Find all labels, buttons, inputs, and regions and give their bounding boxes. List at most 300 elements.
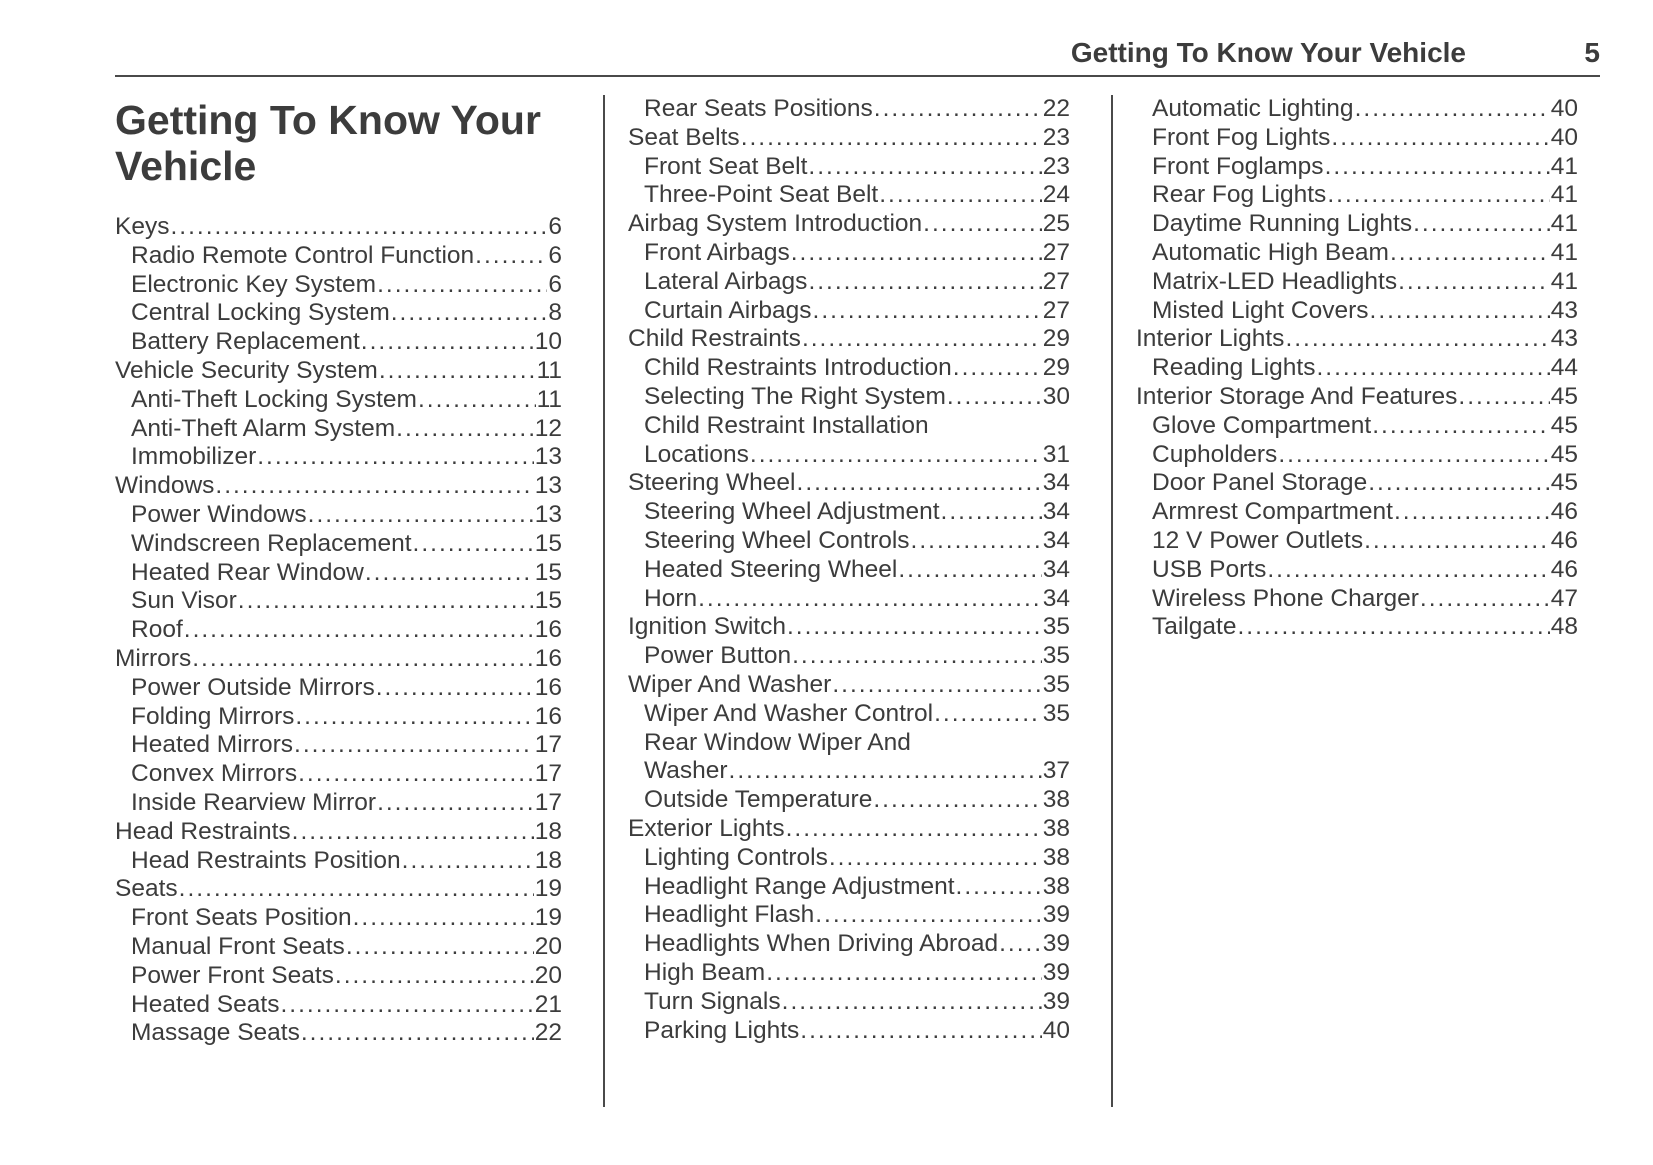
dot-leader [808,268,1041,297]
toc-entry [628,786,1070,815]
dot-leader [999,930,1042,959]
toc-page-number: 15 [534,558,562,586]
toc-entry [628,642,1070,671]
dot-leader [295,703,533,732]
dot-leader [1331,124,1549,153]
toc-page-number: 41 [1550,181,1578,209]
toc-entry [628,383,1070,412]
toc-entry [628,1017,1070,1046]
toc-entry-label: Misted Light Covers [1152,296,1369,324]
toc-entry [115,991,562,1020]
toc-page-number: 16 [534,673,562,701]
dot-leader [898,556,1041,585]
toc-page-number: 15 [534,587,562,615]
toc-page-number: 29 [1042,325,1070,353]
toc-entry [115,875,562,904]
toc-entry [115,357,562,386]
dot-leader [377,789,534,818]
dot-leader [786,815,1042,844]
toc-entry-label: Power Windows [131,500,307,528]
toc-entry-label: Child Restraints Introduction [644,354,952,382]
dot-leader [1355,95,1550,124]
toc-entry-label: Steering Wheel Controls [644,526,910,554]
toc-entry-label: Heated Steering Wheel [644,555,898,583]
toc-page-number: 45 [1550,440,1578,468]
toc-entry-label: Electronic Key System [131,270,377,298]
toc-entry [1136,153,1578,182]
toc-entry [115,904,562,933]
toc-entry-label: Turn Signals [644,987,781,1015]
toc-page-number: 41 [1550,238,1578,266]
toc-entry [628,527,1070,556]
toc-entry [628,354,1070,383]
dot-leader [953,354,1042,383]
dot-leader [215,472,533,501]
toc-page-number: 19 [534,904,562,932]
toc-page-number: 13 [534,500,562,528]
dot-leader [729,757,1042,786]
toc-page-number: 24 [1042,181,1070,209]
toc-entry [115,847,562,876]
toc-entry [628,844,1070,873]
dot-leader [376,674,534,703]
toc-entry-label: Exterior Lights [628,814,785,842]
dot-leader [1267,556,1549,585]
toc-page-number: 18 [534,817,562,845]
toc-entry [628,757,1070,786]
toc-entry-label: Horn [644,584,698,612]
toc-entry [1136,613,1578,642]
dot-leader [1398,268,1550,297]
toc-entry [628,901,1070,930]
toc-entry-label: Rear Seats Positions [644,95,873,122]
toc-entry [628,412,1070,441]
toc-entry [115,328,562,357]
toc-entry-label: Windows [115,472,215,500]
toc-entry [115,472,562,501]
toc-page-number: 39 [1042,930,1070,958]
dot-leader [782,988,1042,1017]
toc-page-number: 38 [1042,872,1070,900]
toc-entry [628,297,1070,326]
toc-entry-label: High Beam [644,958,766,986]
toc-entry-label: Heated Rear Window [131,558,364,586]
toc-entry-label: Tailgate [1152,613,1237,641]
toc-page-number: 34 [1042,526,1070,554]
toc-page-number: 8 [548,299,562,327]
toc-entry [628,239,1070,268]
toc-entry-label: Three-Point Seat Belt [644,181,879,209]
toc-page-number: 41 [1550,152,1578,180]
toc-entry-label: Lateral Airbags [644,267,808,295]
toc-page-number: 43 [1550,325,1578,353]
toc-page-number: 17 [534,788,562,816]
toc-entry-label: Rear Fog Lights [1152,181,1327,209]
toc-entry-label: Front Seats Position [131,904,352,932]
toc-page-number: 37 [1042,757,1070,785]
toc-page-number: 40 [1042,1016,1070,1044]
toc-entry [115,674,562,703]
toc-entry-label: Headlight Flash [644,901,815,929]
toc-entry [628,729,1070,758]
toc-page-number: 6 [548,241,562,269]
toc-entry-label: Automatic High Beam [1152,238,1389,266]
dot-leader [808,153,1041,182]
toc-entry-label: Wiper And Washer [628,670,832,698]
toc-page-number: 35 [1042,613,1070,641]
toc-page-number: 12 [534,414,562,442]
toc-entry [1136,585,1578,614]
dot-leader [956,873,1042,902]
dot-leader [874,95,1042,124]
toc-page-number: 34 [1042,469,1070,497]
dot-leader [1237,613,1549,642]
dot-leader [791,239,1042,268]
toc-page-number: 38 [1042,786,1070,814]
toc-entry [1136,527,1578,556]
toc-entry-label: Parking Lights [644,1016,800,1044]
toc-entry [115,443,562,472]
dot-leader [377,271,547,300]
toc-page-number: 35 [1042,642,1070,670]
toc-entry [115,731,562,760]
dot-leader [923,210,1042,239]
toc-entry-label: Ignition Switch [628,613,786,641]
toc-page-number: 11 [536,356,562,384]
toc-column-2 [603,95,1070,1107]
toc-page-number: 41 [1550,267,1578,295]
toc-entry [628,959,1070,988]
dot-leader [238,587,534,616]
toc-page-number: 38 [1042,843,1070,871]
toc-entry [628,498,1070,527]
toc-entry-label: Windscreen Replacement [131,529,412,557]
dot-leader [1458,383,1549,412]
dot-leader [1394,498,1550,527]
toc-entry [628,988,1070,1017]
toc-entry-label: Power Button [644,642,792,670]
toc-page-number: 45 [1550,382,1578,410]
toc-entry-label: Airbag System Introduction [628,210,923,238]
toc-page-number: 30 [1042,382,1070,410]
toc-page-number: 44 [1550,354,1578,382]
dot-leader [298,760,534,789]
dot-leader [413,530,534,559]
toc-entry-label: Head Restraints [115,817,291,845]
toc-entry-label: Locations [644,440,749,468]
toc-entry [1136,325,1578,354]
toc-entry-label: Power Outside Mirrors [131,673,375,701]
toc-entry-label: Inside Rearview Mirror [131,788,377,816]
toc-entry-label: Head Restraints Position [131,846,401,874]
dot-leader [873,786,1041,815]
toc-entry-label: Rear Window Wiper And [644,728,911,756]
toc-entry-label: Matrix-LED Headlights [1152,267,1398,295]
toc-entry [628,930,1070,959]
dot-leader [308,501,534,530]
dot-leader [1420,585,1550,614]
toc-entry [1136,297,1578,326]
toc-page-number: 43 [1550,296,1578,324]
toc-entry [1136,354,1578,383]
toc-entry-label: Reading Lights [1152,354,1316,382]
toc-entry [628,325,1070,354]
toc-column-1 [115,95,562,1107]
dot-leader [1413,210,1550,239]
toc-page-number: 47 [1550,584,1578,612]
toc-page-number: 20 [534,961,562,989]
toc-entry-label: Cupholders [1152,440,1278,468]
dot-leader [365,559,534,588]
toc-entry [115,962,562,991]
toc-entry-label: Vehicle Security System [115,356,378,384]
toc-entry [628,469,1070,498]
toc-column-3 [1111,95,1578,1107]
toc-entry [628,153,1070,182]
dot-leader [335,962,534,991]
toc-page-number: 48 [1550,613,1578,641]
toc-entry [1136,469,1578,498]
toc-entry-label: Convex Mirrors [131,760,298,788]
toc-page-number: 45 [1550,469,1578,497]
toc-entry [1136,383,1578,412]
dot-leader [475,242,547,271]
toc-page-number: 40 [1550,95,1578,122]
toc-entry [115,760,562,789]
toc-page-number: 19 [534,875,562,903]
toc-entry-label: Glove Compartment [1152,411,1372,439]
dot-leader [941,498,1042,527]
toc-entry [1136,124,1578,153]
toc-page-number: 39 [1042,987,1070,1015]
toc-entry-label: Interior Lights [1136,325,1285,353]
dot-leader [766,959,1042,988]
dot-leader [418,386,536,415]
toc-page-number: 6 [548,213,562,240]
toc-page-number: 23 [1042,152,1070,180]
toc-entry [1136,210,1578,239]
toc-page-number: 16 [534,702,562,730]
running-header-title: Getting To Know Your Vehicle [1070,37,1466,68]
dot-leader [741,124,1042,153]
toc-entry [1136,556,1578,585]
toc-entry-label: Front Fog Lights [1152,123,1331,151]
toc-entry [628,210,1070,239]
dot-leader [353,904,534,933]
toc-page-number: 18 [534,846,562,874]
toc-entry-label: Child Restraint Installation [644,411,929,439]
toc-page-number: 16 [534,644,562,672]
toc-entry-label: Lighting Controls [644,843,828,871]
dot-leader [879,181,1042,210]
toc-entry-label: Battery Replacement [131,328,360,356]
toc-entry [628,95,1070,124]
toc-entry [1136,498,1578,527]
toc-entry-label: Steering Wheel Adjustment [644,498,940,526]
toc-page-number: 11 [536,385,562,413]
dot-leader [800,1017,1041,1046]
toc-entry-label: Child Restraints [628,325,801,353]
toc-page-number: 23 [1042,123,1070,151]
dot-leader [184,616,534,645]
toc-entry [115,559,562,588]
toc-entry-label: Immobilizer [131,443,257,471]
dot-leader [179,875,534,904]
toc-page-number: 25 [1042,210,1070,238]
toc-entry-label: Front Airbags [644,238,790,266]
toc-page-number: 17 [534,760,562,788]
toc-entry-label: Seat Belts [628,123,740,151]
toc-page-number: 22 [1042,95,1070,122]
toc-page-number: 15 [534,529,562,557]
toc-entry-label: Power Front Seats [131,961,334,989]
toc-entry-label: Heated Mirrors [131,731,294,759]
toc-entry [115,789,562,818]
toc-entry-label: USB Ports [1152,555,1267,583]
toc-page-number: 46 [1550,555,1578,583]
toc-entry-label: Interior Storage And Features [1136,382,1458,410]
toc-entry-label: Radio Remote Control Function [131,241,475,269]
dot-leader [1285,325,1549,354]
toc-entry [115,587,562,616]
dot-leader [947,383,1042,412]
toc-entry [115,645,562,674]
toc-page-number: 6 [548,270,562,298]
toc-entry-label: Anti-Theft Alarm System [131,414,396,442]
toc-page-number: 39 [1042,901,1070,929]
dot-leader [911,527,1042,556]
dot-leader [257,443,533,472]
dot-leader [1327,181,1549,210]
dot-leader [813,297,1042,326]
toc-entry-label: Headlights When Driving Abroad [644,930,999,958]
toc-entry-label: Outside Temperature [644,786,873,814]
toc-entry-label: Washer [644,757,728,785]
dot-leader [402,847,534,876]
toc-entry-label: Wireless Phone Charger [1152,584,1419,612]
toc-page-number: 13 [534,443,562,471]
toc-entry [1136,95,1578,124]
toc-entry [628,585,1070,614]
dot-leader [1390,239,1550,268]
dot-leader [294,731,534,760]
toc-page-number: 22 [534,1019,562,1047]
dot-leader [361,328,534,357]
toc-entry [628,268,1070,297]
section-heading: Getting To Know Your Vehicle [115,97,541,189]
toc-entry [628,441,1070,470]
toc-page-number: 46 [1550,526,1578,554]
dot-leader [1325,153,1550,182]
toc-page-number: 34 [1042,584,1070,612]
toc-entry [115,501,562,530]
toc-page-number: 10 [534,328,562,356]
toc-entry [628,700,1070,729]
toc-entry-label: Seats [115,875,178,903]
toc-entry [1136,441,1578,470]
dot-leader [698,585,1042,614]
dot-leader [829,844,1042,873]
toc-entry [1136,268,1578,297]
toc-entry-label: Selecting The Right System [644,382,946,410]
dot-leader [1278,441,1549,470]
running-header-page-number: 5 [1584,37,1600,68]
dot-leader [1316,354,1549,383]
dot-leader [1368,469,1550,498]
dot-leader [280,991,533,1020]
toc-entry [115,933,562,962]
toc-page-number: 27 [1042,267,1070,295]
header-rule [115,75,1600,77]
toc-entry [115,415,562,444]
toc-entry [628,613,1070,642]
dot-leader [815,901,1042,930]
toc-entry [1136,412,1578,441]
toc-entry-label: Keys [115,213,170,240]
dot-leader [792,642,1042,671]
toc-page-number: 41 [1550,210,1578,238]
toc-entry [115,271,562,300]
toc-entry [115,530,562,559]
toc-entry-label: Folding Mirrors [131,702,295,730]
toc-entry [628,556,1070,585]
toc-page-number: 17 [534,731,562,759]
toc-entry [628,815,1070,844]
dot-leader [1370,297,1550,326]
toc-page-number: 46 [1550,498,1578,526]
running-header [115,38,1600,69]
dot-leader [934,700,1042,729]
toc-entry [1136,239,1578,268]
toc-entry [115,299,562,328]
toc-entry-label: Manual Front Seats [131,932,345,960]
toc-entry [115,703,562,732]
toc-entry [1136,181,1578,210]
dot-leader [396,415,534,444]
toc-entry-label: Central Locking System [131,299,390,327]
dot-leader [301,1019,534,1048]
toc-columns [115,95,1578,1107]
toc-entry-label: Headlight Range Adjustment [644,872,955,900]
toc-entry-label: Armrest Compartment [1152,498,1393,526]
toc-entry [115,818,562,847]
toc-entry-label: 12 V Power Outlets [1152,526,1364,554]
dot-leader [1372,412,1550,441]
toc-entry [115,213,562,242]
dot-leader [1364,527,1550,556]
toc-page-number: 13 [534,472,562,500]
toc-entry [628,671,1070,700]
toc-entry-label: Steering Wheel [628,469,796,497]
toc-entry [628,181,1070,210]
toc-page-number: 16 [534,616,562,644]
toc-page-number: 39 [1042,958,1070,986]
dot-leader [797,469,1042,498]
toc-page-number: 34 [1042,498,1070,526]
toc-entry [628,124,1070,153]
toc-page-number: 20 [534,932,562,960]
dot-leader [787,613,1042,642]
toc-page-number: 38 [1042,814,1070,842]
dot-leader [802,325,1042,354]
toc-page-number: 27 [1042,238,1070,266]
toc-page-number: 31 [1042,440,1070,468]
toc-page-number: 35 [1042,699,1070,727]
dot-leader [750,441,1042,470]
toc-page-number: 21 [534,990,562,1018]
toc-entry-label: Wiper And Washer Control [644,699,934,727]
toc-entry [115,242,562,271]
